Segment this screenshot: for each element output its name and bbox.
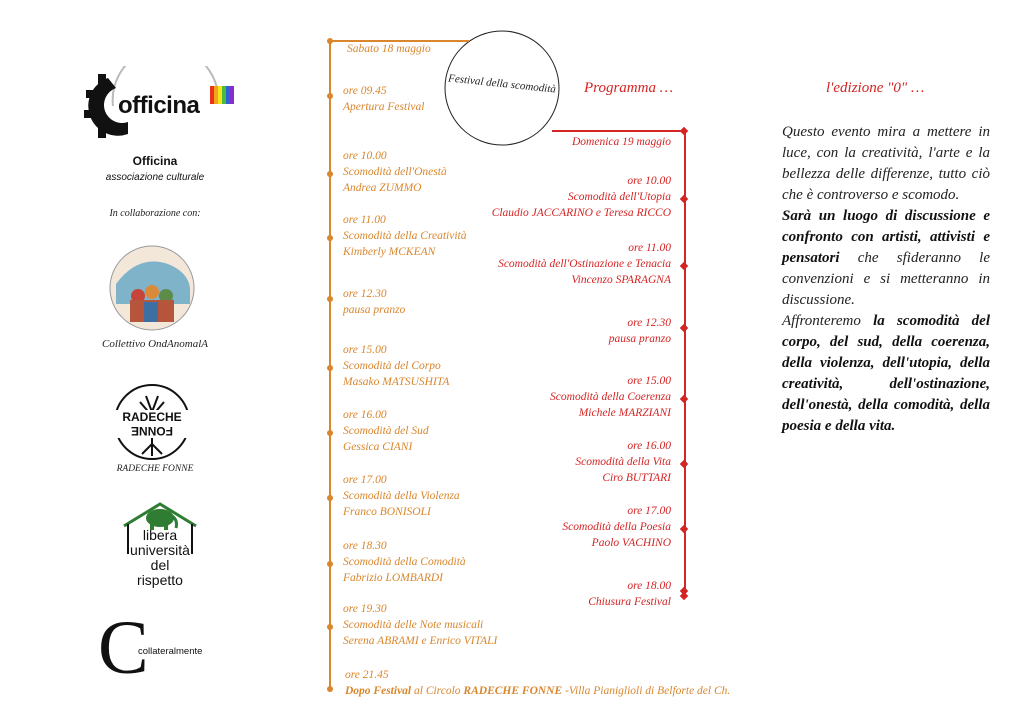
- sunday-event-line: Claudio JACCARINO e Teresa RICCO: [491, 207, 671, 219]
- sidebar: [60, 60, 250, 700]
- sunday-start-marker: [680, 127, 688, 135]
- sunday-event-line: pausa pranzo: [608, 333, 671, 345]
- sunday-timeline-marker: [680, 262, 688, 270]
- closing-middle: al Circolo: [411, 685, 464, 697]
- saturday-start-marker: [327, 38, 333, 44]
- saturday-event-time: ore 11.00: [343, 214, 386, 226]
- saturday-event-time: ore 18.30: [343, 540, 387, 552]
- saturday-date: Sabato 18 maggio: [347, 43, 431, 55]
- libera-logo-text: [120, 528, 200, 588]
- collab-label: In collaborazione con:: [109, 208, 201, 219]
- sunday-event-line: Scomodità dell'Ostinazione e Tenacia: [498, 258, 671, 270]
- saturday-top-line: [329, 40, 469, 42]
- sunday-event-time: ore 12.30: [627, 317, 671, 329]
- saturday-closing-marker: [327, 686, 333, 692]
- saturday-event-line: Franco BONISOLI: [343, 506, 431, 518]
- saturday-event: [343, 342, 449, 390]
- sunday-event: [550, 373, 671, 421]
- org-subtitle: associazione culturale: [105, 172, 205, 183]
- saturday-event: [343, 148, 447, 196]
- saturday-closing: [345, 667, 730, 699]
- collateralmente-logo-letter: C: [98, 606, 149, 690]
- sunday-event-line: Scomodità della Poesia: [562, 521, 671, 533]
- partner-name-collateralmente: collateralmente: [138, 646, 203, 657]
- sunday-event-line: Paolo VACHINO: [591, 537, 671, 549]
- libera-line: università: [130, 542, 190, 558]
- description-p3-lead: Affronteremo: [782, 313, 874, 329]
- sunday-event-time: ore 17.00: [627, 505, 671, 517]
- saturday-event: [343, 407, 429, 455]
- saturday-event-line: Scomodità delle Note musicali: [343, 619, 484, 631]
- saturday-event-time: ore 15.00: [343, 344, 387, 356]
- sunday-event-line: Scomodità della Coerenza: [550, 391, 671, 403]
- saturday-timeline-marker: [327, 561, 333, 567]
- sunday-event: [609, 315, 671, 347]
- saturday-event-line: Kimberly MCKEAN: [343, 246, 436, 258]
- edizione-heading: l'edizione "0" …: [826, 80, 925, 96]
- seal-text: Festival della scomodità: [447, 72, 557, 96]
- sunday-event: [562, 503, 671, 551]
- sunday-end-marker: [680, 592, 688, 600]
- saturday-timeline-marker: [327, 430, 333, 436]
- sunday-event: [498, 240, 671, 288]
- sunday-event-line: Scomodità della Vita: [575, 456, 671, 468]
- sunday-event-line: Chiusura Festival: [588, 596, 671, 608]
- sunday-top-line: [552, 130, 686, 132]
- programma-heading: Programma …: [584, 80, 674, 96]
- description-p2-bold: Sarà un luogo di discussione e confronto con artisti, attivisti e pensatori: [782, 208, 990, 266]
- saturday-event-line: Scomodità del Sud: [343, 425, 429, 437]
- sunday-event-line: Scomodità dell'Utopia: [567, 191, 671, 203]
- org-name: Officina: [132, 154, 178, 168]
- saturday-event-line: Serena ABRAMI e Enrico VITALI: [343, 635, 498, 647]
- sunday-event-line: Ciro BUTTARI: [602, 472, 671, 484]
- saturday-event-time: ore 19.30: [343, 603, 387, 615]
- saturday-event-time: ore 16.00: [343, 409, 387, 421]
- saturday-event-line: Apertura Festival: [343, 101, 425, 113]
- saturday-event: [343, 538, 466, 586]
- libera-line: libera: [142, 527, 178, 543]
- saturday-event: [343, 472, 460, 520]
- saturday-timeline-marker: [327, 235, 333, 241]
- saturday-event-line: pausa pranzo: [343, 304, 406, 316]
- sunday-event-time: ore 15.00: [627, 375, 671, 387]
- closing-time: ore 21.45: [345, 669, 389, 681]
- saturday-event-line: Masako MATSUSHITA: [343, 376, 450, 388]
- saturday-event-time: ore 09.45: [343, 85, 387, 97]
- description-p2-rest: che sfideranno le convenzioni e si metteranno in discussione.: [782, 250, 990, 308]
- sunday-timeline-marker: [680, 460, 688, 468]
- radeche-logo-bottom: FONNE: [108, 424, 196, 438]
- sunday-event-time: ore 18.00: [627, 580, 671, 592]
- description: [782, 122, 990, 437]
- saturday-event: [343, 286, 405, 318]
- saturday-event-line: Gessica CIANI: [343, 441, 413, 453]
- saturday-event-line: Scomodità della Comodità: [343, 556, 466, 568]
- saturday-event-line: Fabrizio LOMBARDI: [343, 572, 443, 584]
- saturday-event-time: ore 12.30: [343, 288, 387, 300]
- saturday-event-line: Andrea ZUMMO: [343, 182, 422, 194]
- closing-venue: RADECHE FONNE: [463, 685, 563, 697]
- saturday-timeline-marker: [327, 495, 333, 501]
- sunday-event-time: ore 11.00: [628, 242, 671, 254]
- sunday-date: Domenica 19 maggio: [571, 136, 671, 148]
- saturday-event-line: Scomodità della Creatività: [343, 230, 467, 242]
- partner-name-radeche-fonne: RADECHE FONNE: [116, 464, 194, 474]
- saturday-timeline-marker: [327, 171, 333, 177]
- saturday-timeline-marker: [327, 93, 333, 99]
- saturday-timeline-marker: [327, 296, 333, 302]
- saturday-event-time: ore 17.00: [343, 474, 387, 486]
- saturday-event: [343, 601, 497, 649]
- sunday-timeline-marker: [680, 395, 688, 403]
- saturday-event-line: Scomodità del Corpo: [343, 360, 441, 372]
- description-p3-bold: la scomodità del corpo, del sud, della coerenza, della violenza, dell'utopia, della creatività, dell'ostinazione, dell'onestà, della comodità, della poesia e della vita.: [782, 313, 991, 434]
- saturday-timeline-marker: [327, 624, 333, 630]
- closing-rest: -Villa Pianiglioli di Belforte del Ch.: [562, 685, 731, 697]
- description-p1: Questo evento mira a mettere in luce, con la creatività, l'arte e la bellezza delle differenze, tutto ciò che è controverso e scomodo.: [782, 124, 990, 203]
- sunday-timeline-marker: [680, 324, 688, 332]
- saturday-timeline-marker: [327, 365, 333, 371]
- radeche-logo-top: RADECHE: [108, 410, 196, 424]
- closing-title: Dopo Festival: [345, 685, 412, 697]
- officina-logo-text: officina: [118, 92, 200, 119]
- saturday-event-line: Scomodità dell'Onestà: [343, 166, 447, 178]
- saturday-event-time: ore 10.00: [343, 150, 387, 162]
- sunday-event-time: ore 16.00: [627, 440, 671, 452]
- sunday-timeline-marker: [680, 525, 688, 533]
- sunday-event-time: ore 10.00: [627, 175, 671, 187]
- saturday-event-line: Scomodità della Violenza: [343, 490, 460, 502]
- partner-name-ondanomala: Collettivo OndAnomalA: [101, 338, 208, 350]
- saturday-event: [343, 83, 424, 115]
- sunday-event-line: Vincenzo SPARAGNA: [571, 274, 671, 286]
- sunday-event: [492, 173, 671, 221]
- saturday-event: [343, 212, 467, 260]
- sunday-event-line: Michele MARZIANI: [578, 407, 671, 419]
- ondanomala-logo: [108, 244, 196, 332]
- libera-line: del: [150, 557, 170, 573]
- sunday-event: [575, 438, 671, 486]
- sunday-event: [588, 578, 671, 610]
- sunday-timeline-marker: [680, 195, 688, 203]
- libera-line: rispetto: [137, 572, 183, 588]
